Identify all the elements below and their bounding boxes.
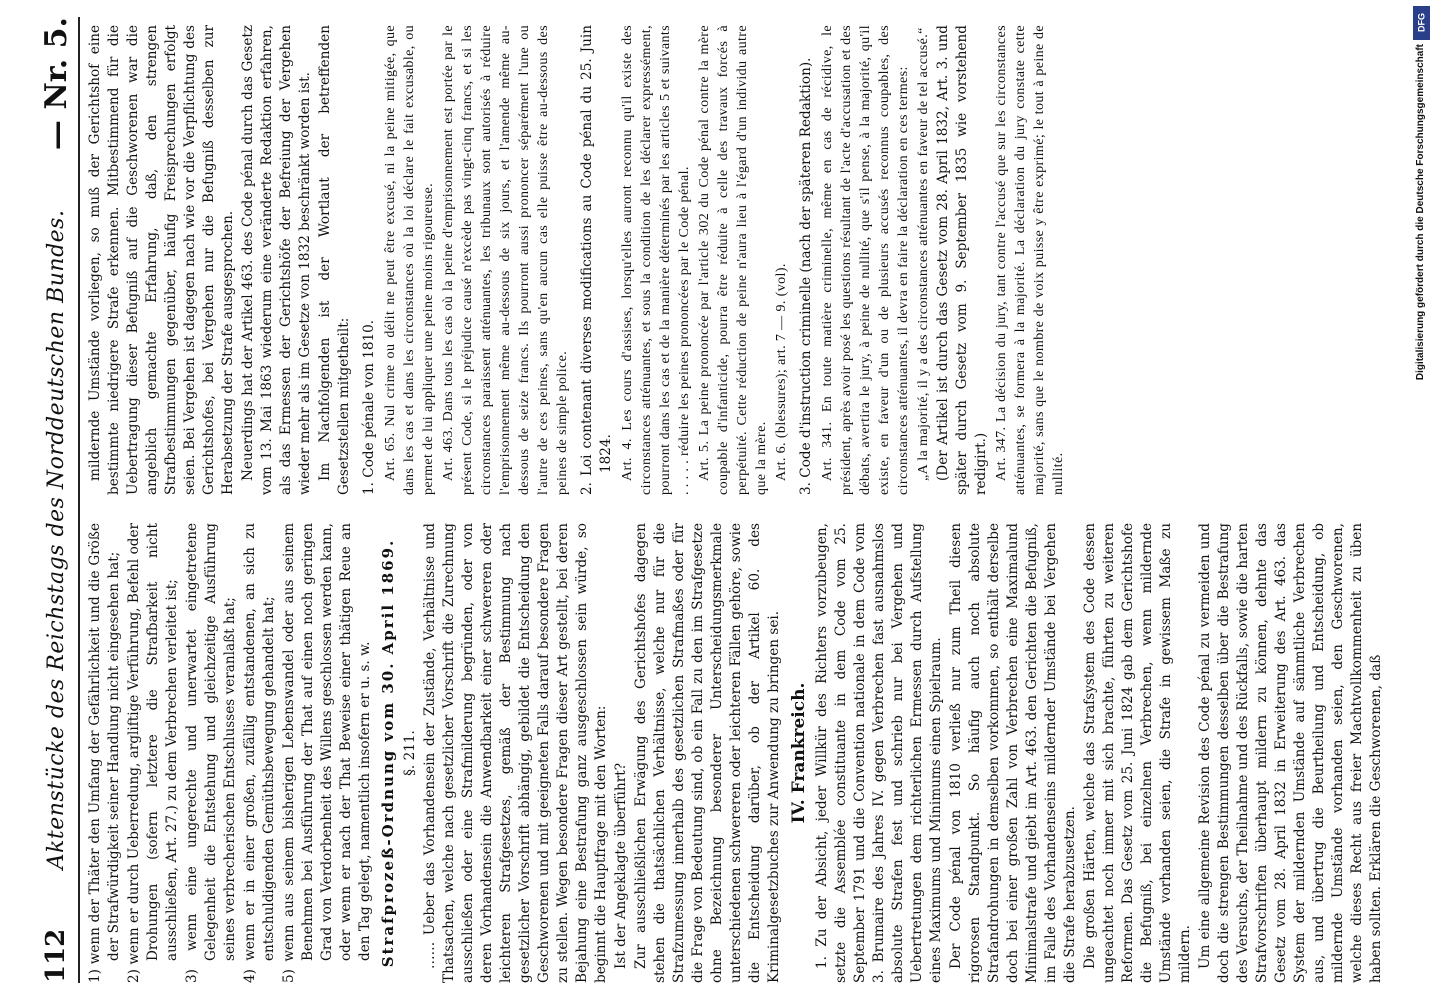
paragraph: mildernde Umstände vorliegen, so muß der Gerichtshof eine bestimmte niedrigere Strafe erkennen. Mitbestimmend für die Uebertragung dieser Befugniß auf die Geschworenen war die angeblich gemachte Erfahrung, daß, den strengen Strafbestimmungen gegenüber, häufig Freisprechungen erfolgt seien. Bei Vergehen ist dagegen nach wie vor die Verpflichtung des Gerichtshofes, bei Vergehen nur die Befugniß desselben zur Herabsetzung der Strafe ausgesprochen. <box>87 25 236 495</box>
dfg-logo-badge: DFG <box>1413 6 1430 40</box>
paragraph: Der Code pénal von 1810 verließ nur zum Theil diesen rigorosen Standpunkt. So häufig auch noch absolute Strafandrohungen in demselben vorkommen, so enthält derselbe doch bei einer großen Zahl von Verbrechen eine Maximalund Minimalstrafe und giebt im Art. 463. den Gerichten die Befugniß, im Falle des Vorhandenseins mildernder Umstände bei Vergehen die Strafe herabzusetzen. <box>948 523 1078 983</box>
paragraph: Die großen Härten, welche das Strafsystem des Code dessen ungeachtet noch immer mit sich brachte, führten zu weiteren Reformen. Das Gesetz vom 25. Juni 1824 gab dem Gerichtshofe die Befugniß, bei einzelnen Verbrechen, wenn mildernde Umstände vorhanden seien, die Strafe in gewissem Maße zu mildern. <box>1082 523 1193 983</box>
paragraph: 1. Zu der Absicht, jeder Willkür des Richters vorzubeugen, setzte die Assemblée constituante in dem Code vom 25. September 1791 und die Convention nationale in dem Code vom 3. Brumaire des Jahres IV. gegen Verbrechen fast ausnahmslos absolute Strafen fest und schrieb nur bei Vergehen und Uebertretungen dem richterlichen Ermessen durch Aufstellung eines Maximums und Minimums einen Spielraum. <box>814 523 944 983</box>
french-paragraph: Art. 347. La décision du jury, tant contre l'accusé que sur les circonstances atténuantes, se formera à la majorité. La déclaration du jury constate cette majorité, sans que le nombre de voix puisse y être exprimé; le tout à peine de nullité. <box>994 25 1066 495</box>
paragraph: Zur ausschließlichen Erwägung des Gerichtshofes dagegen stehen die thatsächlichen Verhältnisse, welche nur für die Strafzumessung innerhalb des gesetzlichen Strafmaßes oder für die Frage von Bedeutung sind, ob ein Fall zu den im Strafgesetze ohne Bezeichnung besonderer Unterscheidungsmerkmale unterschiedenen schwereren oder leichteren Fällen gehöre, sowie die Entscheidung darüber, ob der Artikel 60. des Kriminalgesetzbuches zur Anwendung zu bringen sei. <box>633 523 782 983</box>
paragraph: …… Ueber das Vorhandensein der Zustände, Verhältnisse und Thatsachen, welche nach gesetzlicher Vorschrift die Zurechnung ausschließen oder eine Strafmilderung begründen, oder von deren Vorhandensein die Anwendbarkeit einer schwereren oder leichteren Strafgesetzes, gemäß der Bestimmung nach gesetzlicher Vorschrift abhängig, gebildet die Entscheidung den Geschworenen und mit geeigneten Falls darauf besondere Fragen zu stellen. Wegen besondere Fragen dieser Art gestellt, bei deren Bejahung eine Bestrafung ganz ausgeschlossen sein würde, so beginnt die Hauptfrage mit den Worten: <box>422 523 609 983</box>
digitization-credit-text: Digitalisierung gefördert durch die Deutsche Forschungsgemeinschaft <box>1415 44 1426 381</box>
french-paragraph: Art. 4. Les cours d'assises, lorsqu'elles auront reconnu qu'il existe des circonstances atténuantes, et sous la condition de les déclarer expressément, pourront dans les cas et de la manière déterminés par les articles 5 et suivants . . . . . réduire les peines prononcées par le Code pénal. <box>620 25 692 495</box>
french-paragraph: Art. 5. La peine prononcée par l'article 302 du Code pénal contre la mère coupable d'infanticide, pourra être réduite à celle des travaux forcés à perpétuité. Cette réduction de peine n'aura lieu à l'égard d'un individu autre que la mère. <box>697 25 769 495</box>
paragraph-marker: §. 211. <box>402 730 418 776</box>
left-column <box>86 523 1382 983</box>
scanned-page <box>20 5 1392 995</box>
numbered-heading: 1. Code pénale von 1810. <box>361 319 377 495</box>
french-paragraph: Art. 65. Nul crime ou délit ne peut être excusé, ni la peine mitigée, que dans les cas et dans les circonstances où la loi déclare le fait excusable, ou permet de lui appliquer une peine moins rigoureuse. <box>383 25 436 495</box>
list-item: 3) wenn eine ungerechte und unerwartet eingetretene Gelegenheit die Entstehung und gleichzeitige Ausführung seines verbrecherischen Entschlusses veranlaßt hat; <box>184 523 238 983</box>
list-item: 4) wenn er in einer großen, zufällig entstandenen, an sich zu entschuldigenden Gemüthsbewegung gehandelt hat; <box>242 523 277 983</box>
running-title: Aktenstücke des Reichstags des Norddeutschen Bundes. <box>43 209 69 870</box>
french-paragraph: Art. 463. Dans tous les cas où la peine d'emprisonnement est portée par le présent Code, si le préjudice causé n'excède pas vingt-cinq francs, et si les circonstances paraissent atténuantes, les tribunaux sont autorisés à réduire l'emprisonnement même au-dessous de six jours, et l'amende même au-dessous de seize francs. Ils pourront aussi prononcer séparément l'une ou l'autre de ces peines, sans qu'en aucun cas elle puisse être au-dessous des peines de simple police. <box>441 25 570 495</box>
paragraph: Neuerdings hat der Artikel 463. des Code pénal durch das Gesetz vom 13. Mai 1863 wiederum eine veränderte Redaktion erfahren, als das Ermessen der Gerichtshöfe der Befreiung der Vergehen wieder mehr als im Gesetze von 1832 beschränkt worden ist. <box>240 25 313 495</box>
paragraph: Ist der Angeklagte überführt? <box>613 762 629 969</box>
page-number: 112 <box>41 928 71 983</box>
french-paragraph: „A la majorité, il y a des circonstances atténuantes en faveur de tel accusé.“ <box>916 27 931 481</box>
numbered-heading: 3. Code d'instruction criminelle (nach der späteren Redaktion). <box>798 57 814 495</box>
numbered-heading: 2. Loi contenant diverses modifications au Code pénal du 25. Juin 1824. <box>579 25 614 495</box>
french-paragraph: Art. 341. En toute matière criminelle, même en cas de récidive, le président, après avoir posé les questions résultant de l'acte d'accusation et des débats, avertira le jury, à peine de nullité, que s'il pense, à la majorité, qu'il existe, en faveur d'un ou de plusieurs accusés reconnus coupables, des circonstances atténuantes, il devra en faire la déclaration en ces termes: <box>820 25 911 495</box>
page-header <box>34 17 80 983</box>
right-column <box>86 25 1382 495</box>
paragraph: Im Nachfolgenden ist der Wortlaut der betreffenden Gesetzstellen mitgetheilt: <box>317 25 352 495</box>
paragraph: (Der Artikel ist durch das Gesetz vom 28. April 1832, Art. 3. und später durch Gesetz vom 9. September 1835 wie vorstehend redigirt.) <box>935 25 989 495</box>
chapter-heading: IV. Frankreich. <box>789 682 809 824</box>
french-paragraph: Art. 6. (blessures); art. 7 — 9. (vol). <box>774 263 789 481</box>
list-item: 5) wenn aus seinem bisherigen Lebenswandel oder aus seinem Benehmen bei Ausführung der That auf einen noch geringen Grad von Verdorbenheit des Willens geschlossen werden kann, oder wenn er nach der That Beweise einer thätigen Reue an den Tag gelegt, namentlich insofern er u. s. w. <box>281 523 373 983</box>
list-item: 1) wenn der Thäter den Umfang der Gefährlichkeit und die Größe der Strafwürdigkeit seiner Handlung nicht eingesehen hat; <box>87 523 122 983</box>
list-item: 2) wenn er durch Ueberredung, argliftige Verführung, Befehl oder Drohungen (sofern letztere die Strafbarkeit nicht ausschließen, Art. 27.) zu dem Verbrechen verleitet ist; <box>126 523 180 983</box>
digitization-credit <box>1413 44 1430 644</box>
section-heading: Strafprozeß-Ordnung vom 30. April 1869. <box>379 538 397 968</box>
paragraph: Um eine allgemeine Revision des Code pénal zu vermeiden und doch die strengen Bestimmungen desselben über die Bestrafung des Versuchs, der Theilnahme und des Rückfalls, sowie die harten Strafvorschriften überhaupt mildern zu können, dehnte das Gesetz vom 28. April 1832 in Erweiterung des Art. 463. das System der mildernden Umstände auf sämmtliche Verbrechen aus, und übertrug die Beurtheilung und Entscheidung, ob mildernde Umstände vorhanden seien, den Geschworenen, welche dieses Recht aus freier Machtvollkommenheit zu üben haben sollten. Erklären die Geschworenen, daß <box>1197 523 1384 983</box>
issue-number: — Nr. 5. <box>38 17 74 151</box>
